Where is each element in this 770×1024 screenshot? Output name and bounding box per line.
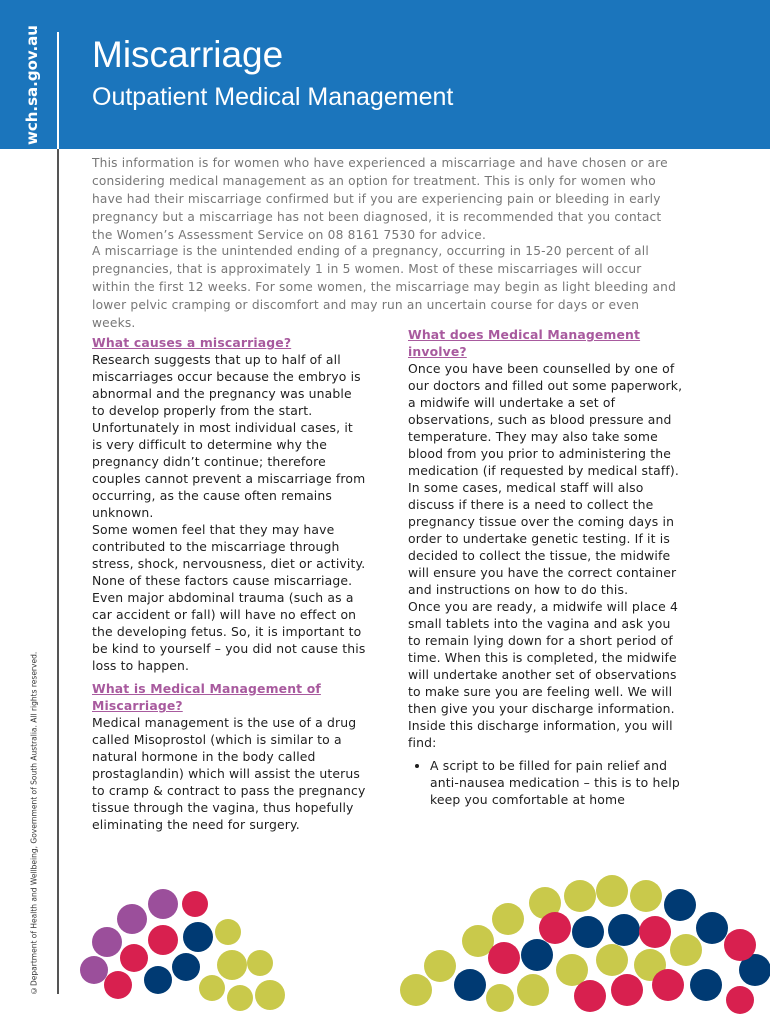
dot <box>492 903 524 935</box>
side-divider <box>57 149 59 994</box>
dot <box>739 954 770 986</box>
dot <box>611 974 643 1006</box>
header-divider <box>57 32 59 149</box>
involve-paragraph-4: Inside this discharge information, you will find: <box>408 718 673 750</box>
involve-paragraph-2: In some cases, medical staff will also discuss if there is a need to collect the pregnancy tissue over the coming days in order to undertake genetic testing. If it is decided to collect the tissue, the midwife will ensure you have the correct container and instructions on how to do this. <box>408 480 677 597</box>
dot <box>486 984 514 1012</box>
site-url: wch.sa.gov.au <box>23 25 41 145</box>
causes-paragraph-2: Some women feel that they may have contributed to the miscarriage through stress, shock, nervousness, diet or activity. None of these factors cause miscarriage. Even major abdominal trauma (such as a car accident or fall) will have no effect on the developing fetus. So, it is important to be kind to yourself – you did not cause this loss to happen. <box>92 522 366 673</box>
dot <box>104 971 132 999</box>
copyright-notice: ©Department of Health and Wellbeing, Government of South Australia. All rights reserved. <box>29 651 39 995</box>
page-subtitle: Outpatient Medical Management <box>92 83 454 111</box>
dot <box>227 985 253 1011</box>
right-dot-cluster <box>400 875 770 1014</box>
dot <box>182 891 208 917</box>
dot <box>696 912 728 944</box>
dot <box>120 944 148 972</box>
dot <box>608 914 640 946</box>
dot <box>148 889 178 919</box>
dot <box>488 942 520 974</box>
involve-paragraph-1: Once you have been counselled by one of our doctors and filled out some paperwork, a midwife will undertake a set of observations, such as blood pressure and temperature. They may also take some blood from you prior to administering the medication (if requested by medical staff). <box>408 361 683 478</box>
dot <box>529 887 561 919</box>
dot <box>454 969 486 1001</box>
intro-paragraph-2 <box>92 242 682 332</box>
dot <box>517 974 549 1006</box>
dot <box>639 916 671 948</box>
intro-text-1: This information is for women who have experienced a miscarriage and have chosen or are considering medical management as an option for treatment. This is only for women who have had their miscarriage confirmed but if you are experiencing pain or bleeding in early pregnancy but a miscarriage has not been diagnosed, it is recommended that you contact the Women’s Assessment Service on 08 8161 7530 for advice. <box>92 156 668 242</box>
page-title: Miscarriage <box>92 34 284 75</box>
dot <box>521 939 553 971</box>
dot <box>556 954 588 986</box>
left-dot-cluster <box>80 889 285 1011</box>
dot <box>652 969 684 1001</box>
find-list <box>408 757 683 808</box>
right-column <box>408 326 683 808</box>
dot <box>596 944 628 976</box>
involve-paragraph-3: Once you are ready, a midwife will place 4 small tablets into the vagina and ask you to remain lying down for a short period of time. When this is completed, the midwife will undertake another set of observations to make sure you are feeling well. We will then give you your discharge information. <box>408 599 679 716</box>
dot <box>726 986 754 1014</box>
dot <box>630 880 662 912</box>
left-column <box>92 334 367 833</box>
dot <box>183 922 213 952</box>
dot <box>215 919 241 945</box>
header-banner <box>0 0 770 149</box>
dot <box>144 966 172 994</box>
dot <box>724 929 756 961</box>
dot <box>92 927 122 957</box>
dot <box>247 950 273 976</box>
dot <box>400 974 432 1006</box>
section-heading-what-is: What is Medical Management of Miscarriage? <box>92 681 321 713</box>
dot <box>148 925 178 955</box>
dot <box>690 969 722 1001</box>
dot <box>462 925 494 957</box>
dot <box>664 889 696 921</box>
intro-paragraph-1 <box>92 154 682 244</box>
section-heading-causes: What causes a miscarriage? <box>92 335 292 350</box>
dot <box>80 956 108 984</box>
dot <box>424 950 456 982</box>
dot <box>574 980 606 1012</box>
intro-text-2: A miscarriage is the unintended ending of a pregnancy, occurring in 15-20 percent of all pregnancies, that is approximately 1 in 5 women. Most of these miscarriages will occur within the first 12 weeks. For some women, the miscarriage may begin as light bleeding and lower pelvic cramping or discomfort and may run an uncertain course for days or even weeks. <box>92 244 677 330</box>
dot <box>255 980 285 1010</box>
dot <box>217 950 247 980</box>
section-heading-involve: What does Medical Management involve? <box>408 327 641 359</box>
dot <box>172 953 200 981</box>
dot <box>634 949 666 981</box>
dot <box>564 880 596 912</box>
dot <box>199 975 225 1001</box>
causes-paragraph-1: Research suggests that up to half of all miscarriages occur because the embryo is abnormal and the pregnancy was unable to develop properly from the start. Unfortunately in most individual cases, it is very difficult to determine why the pregnancy didn’t continue; therefore couples cannot prevent a miscarriage from occurring, as the cause often remains unknown. <box>92 352 366 520</box>
dot <box>572 916 604 948</box>
dot <box>539 912 571 944</box>
dot <box>670 934 702 966</box>
dot <box>596 875 628 907</box>
list-item: • A script to be filled for pain relief and anti-nausea medication – this is to help keep you comfortable at home <box>430 757 683 808</box>
what-is-paragraph: Medical management is the use of a drug called Misoprostol (which is similar to a natural hormone in the body called prostaglandin) which will assist the uterus to cramp & contract to pass the pregnancy tissue through the vagina, thus hopefully eliminating the need for surgery. <box>92 715 366 832</box>
dot <box>117 904 147 934</box>
